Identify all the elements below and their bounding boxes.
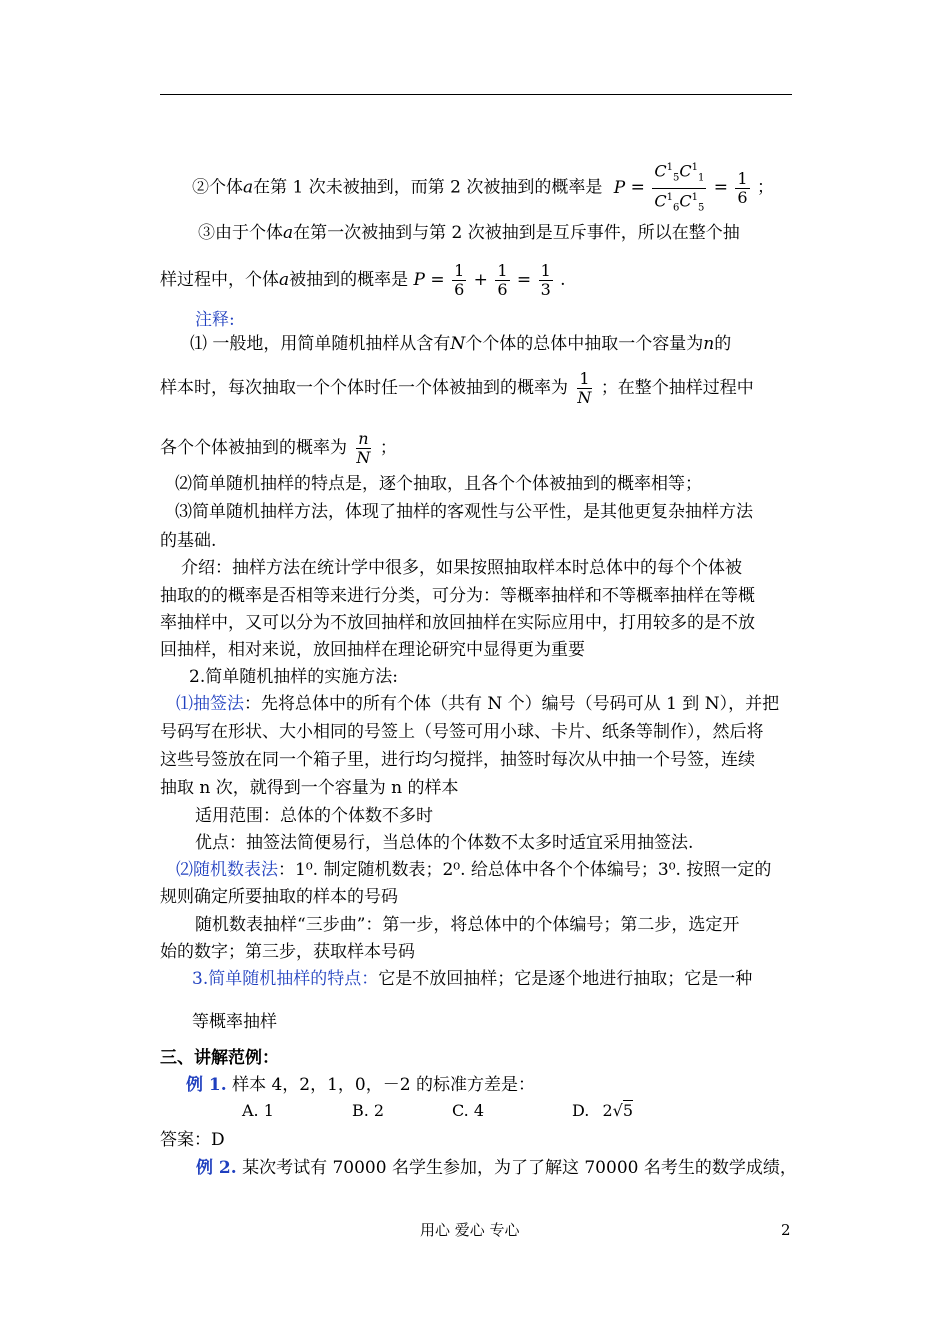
intro-1: 介绍：抽样方法在统计学中很多，如果按照抽取样本时总体中的每个个体被 [181,558,742,578]
fraction-C [652,159,706,217]
feature-1 [192,968,752,990]
var-P: P [613,177,626,198]
option-c: C. 4 [452,1101,485,1120]
sub: 1 [697,172,705,184]
rand-4: 始的数字；第三步，获取样本号码 [160,942,415,962]
num: 1 [497,261,508,280]
den: 3 [540,280,551,299]
var-P: P [413,270,425,290]
label: 例 1. [186,1075,227,1095]
answer: 答案：D [160,1130,225,1150]
note-title: 注释: [195,310,235,330]
text: ：1⁰. 制定随机数表；2⁰. 给总体中各个个体编号；3⁰. 按照一定的 [278,860,772,880]
fraction-n-N [354,430,372,467]
text: 各个个体被抽到的概率为 [160,438,347,458]
text: 样本 4，2，1，0，－2 的标准方差是： [232,1075,535,1095]
option-b: B. 2 [352,1101,385,1120]
option-a: A. 1 [242,1101,274,1120]
note-3b: 的基础. [160,531,217,551]
line-3-cont [160,262,566,299]
intro-2: 抽取的的概率是否相等来进行分类，可分为：等概率抽样和不等概率抽样在等概 [160,586,755,606]
lottery-4: 抽取 n 次，就得到一个容量为 n 的样本 [160,778,459,798]
rand-2: 规则确定所要抽取的样本的号码 [160,887,398,907]
lottery-scope: 适用范围：总体的个体数不多时 [195,806,433,826]
text: ；在整个抽样过程中 [600,378,754,398]
note-1 [190,333,731,355]
C: C [654,161,667,181]
lottery-2: 号码写在形状、大小相同的号签上（号签可用小球、卡片、纸条等制作），然后将 [160,722,764,742]
label: D. [572,1101,590,1120]
line-3-mutex [198,222,740,244]
C: C [679,190,692,210]
intro-3: 率抽样中，又可以分为不放回抽样和放回抽样在实际应用中，打用较多的是不放 [160,613,755,633]
fraction-1-6 [495,262,509,299]
text: 个个体的总体中抽取一个容量为 [465,334,704,354]
fraction-1-6 [735,170,749,207]
page-number: 2 [781,1221,791,1239]
text: ； [379,438,397,458]
frac-num [652,159,706,189]
text: 样本时，每次抽取一个个体时任一个体被抽到的概率为 [160,378,568,398]
text: 它是不放回抽样；它是逐个地进行抽取；它是一种 [378,969,753,989]
feature-2: 等概率抽样 [192,1012,277,1032]
num: 1 [579,369,590,388]
text: ：先将总体中的所有个体（共有 N 个）编号（号码可从 1 到 N），并把 [244,694,780,714]
line-2-prob [192,159,774,217]
var-N: N [450,334,466,354]
plus: + [473,270,488,290]
intro-4: 回抽样，相对来说，放回抽样在理论研究中显得更为重要 [160,640,585,660]
text: 被抽到的概率是 [289,270,409,290]
sub: 5 [697,202,705,214]
example-1 [186,1074,535,1096]
eq: = [713,177,728,198]
text: 样过程中，个体 [160,270,279,290]
rand-1 [176,859,771,881]
num: 1 [454,261,465,280]
var-a: a [283,223,294,243]
sqrt-icon: √ [612,1101,623,1120]
num: 1 [540,261,551,280]
lottery-adv: 优点：抽签法简便易行，当总体的个体数不太多时适宜采用抽签法. [195,833,694,853]
text: 在第一次被抽到与第 2 次被抽到是互斥事件，所以在整个抽 [293,223,740,243]
text: 在第 1 次未被抽到，而第 2 次被抽到的概率是 [253,177,603,198]
note-2: ⑵简单随机抽样的特点是，逐个抽取，且各个个体被抽到的概率相等； [175,474,702,494]
C: C [679,161,692,181]
sup: 1 [666,162,673,173]
den: 6 [497,280,508,299]
sub: 5 [672,172,680,184]
coef: 2 [602,1101,613,1120]
eq: = [516,270,532,290]
fraction-1-6 [452,262,466,299]
note-1c [160,430,397,467]
term: 3.简单随机抽样的特点： [192,969,379,989]
lottery-1 [176,693,779,715]
text: ③由于个体 [198,223,283,243]
section-2-title: 2.简单随机抽样的实施方法: [189,667,398,687]
num: 1 [737,168,748,188]
var-n: n [703,334,715,354]
var-a: a [243,177,254,198]
semicolon: ； [756,177,774,198]
lottery-3: 这些号签放在同一个箱子里，进行均匀搅拌，抽签时每次从中抽一个号签，连续 [160,750,755,770]
label: 例 2. [196,1158,237,1178]
footer-text: 用心 爱心 专心 [420,1221,520,1239]
section-3-title: 三、讲解范例： [160,1048,279,1068]
sup: 1 [666,191,673,203]
eq: = [430,270,445,290]
option-d [572,1100,633,1122]
header-rule [160,94,792,95]
den: 6 [454,280,465,299]
frac-den [652,189,706,218]
text: ②个体 [192,177,243,198]
text: ⑴ 一般地，用简单随机抽样从含有 [190,334,451,354]
eq: = [630,177,645,198]
C: C [654,190,667,210]
sub: 6 [672,202,680,214]
term: ⑴抽签法 [176,694,244,714]
num: n [358,429,369,448]
term: ⑵随机数表法 [176,860,278,880]
note-3: ⑶简单随机抽样方法，体现了抽样的客观性与公平性，是其他更复杂抽样方法 [175,502,753,522]
sup: 1 [691,162,698,173]
fraction-1-3 [539,262,553,299]
var-a: a [279,270,290,290]
fraction-1-N [575,370,593,407]
rand-3: 随机数表抽样“三步曲”：第一步，将总体中的个体编号；第二步，选定开 [195,915,740,935]
note-1b [160,370,754,407]
example-2 [196,1157,797,1179]
radicand: 5 [622,1101,634,1120]
period: . [560,270,566,290]
den: 6 [737,187,748,207]
den: N [577,388,592,407]
sup: 1 [691,191,698,203]
den: N [356,448,371,467]
text: 某次考试有 70000 名学生参加，为了了解这 70000 名考生的数学成绩， [242,1158,797,1178]
text: 的 [714,334,732,354]
